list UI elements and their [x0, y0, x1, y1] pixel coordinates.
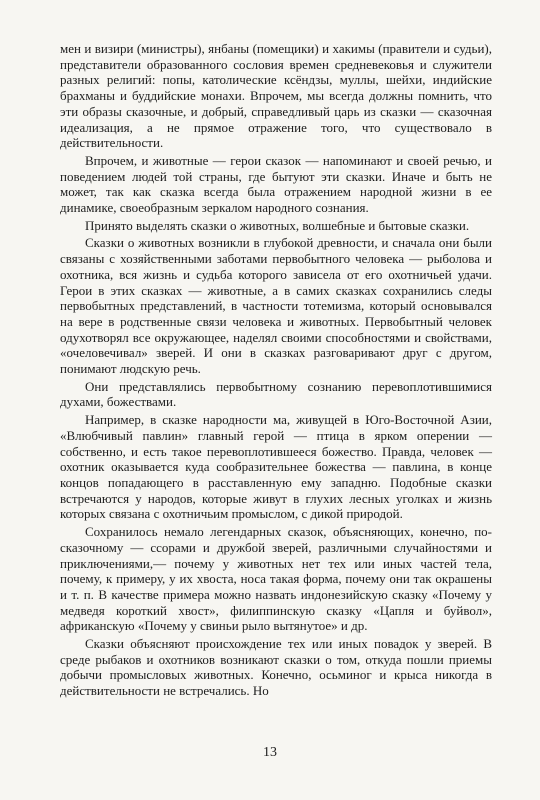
paragraph: Например, в сказке народности ма, живущей в Юго-Восточной Азии, «Влюбчивый павлин» главный герой — птица в ярком оперении — собственно, и есть такое перевоплотившееся божество. Правда, человек — охотник оказывается куда сообразительнее божества — павлина, в конце концов попадающего в расставленную ему западню. Подобные сказки встречаются у народов, которые живут в глухих лесных уголках и жизнь которых связана с охотничьим промыслом, с дикой природой. — [60, 412, 492, 522]
paragraph: Сохранилось немало легендарных сказок, объясняющих, конечно, по-сказочному — ссорами и дружбой зверей, различными случайностями и приключениями,— почему у животных нет тех или иных частей тела, почему, к примеру, у их хвоста, носа такая форма, почему они так окрашены и т. п. В качестве примера можно назвать индонезийскую сказку «Почему у медведя короткий хвост», филиппинскую сказку «Цапля и буйвол», африканскую «Почему у свиньи рыло вытянутое» и др. — [60, 524, 492, 634]
body-text — [60, 41, 492, 699]
page-number: 13 — [263, 745, 277, 760]
paragraph: Принято выделять сказки о животных, волшебные и бытовые сказки. — [85, 217, 470, 233]
paragraph: Сказки о животных возникли в глубокой древности, и сначала они были связаны с хозяйственными заботами первобытного человека — рыболова и охотника, вся жизнь и судьба которого зависела от его охотничьей удачи. Герои в этих сказках — животные, а в самих сказках сохранились следы первобытных представлений, в частности тотемизма, который основывался на вере в родственные связи человека и животных. Первобытный человек одухотворял все окружающее, наделял своими способностями и свойствами, «очеловечивал» зверей. И они в сказках разговаривают друг с другом, понимают людскую речь. — [60, 235, 492, 377]
paragraph-continued: мен и визири (министры), янбаны (помещики) и хакимы (правители и судьи), представители образованного сословия времен средневековья и служители разных религий: попы, католические ксёндзы, муллы, шейхи, индийские брахманы и буддийские монахи. Впрочем, мы всегда должны помнить, что эти образы сказочные, и добрый, справедливый царь из сказки — сказочная идеализация, а не прямое отражение того, что существовало в действительности. — [60, 41, 492, 151]
paragraph: Сказки объясняют происхождение тех или иных повадок у зверей. В среде рыбаков и охотников возникают сказки о том, откуда пошли приемы добычи промысловых животных. Конечно, осьминог и крыса никогда в действительности не встречались. Но — [60, 636, 492, 699]
paragraph: Впрочем, и животные — герои сказок — напоминают и своей речью, и поведением людей той страны, где бытуют эти сказки. Иначе и быть не может, так как сказка всегда была отражением народной жизни в ее динамике, своеобразным зеркалом народного сознания. — [60, 152, 492, 216]
paragraph: Они представлялись первобытному сознанию перевоплотившимися духами, божествами. — [60, 378, 492, 410]
